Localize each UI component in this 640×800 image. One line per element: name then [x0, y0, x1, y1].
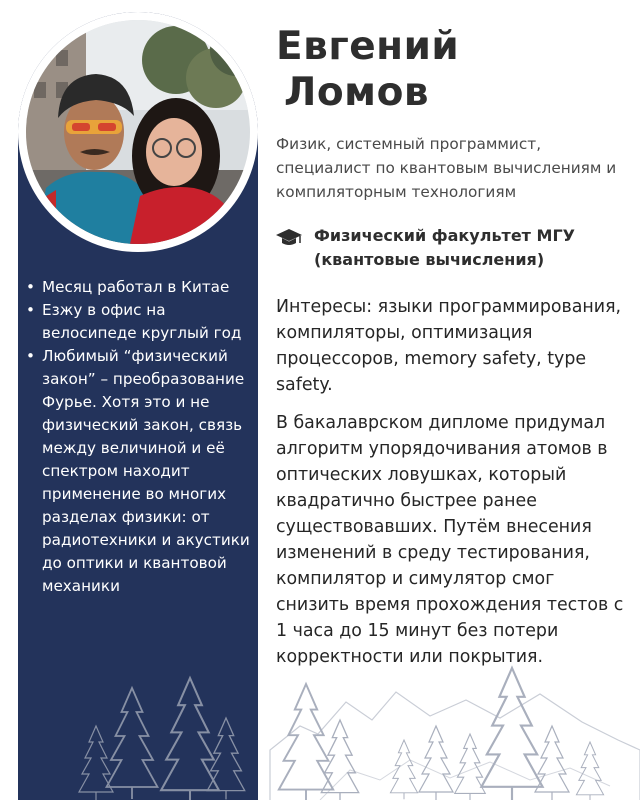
- fact-text: Любимый “физический закон” – преобразование Фурье. Хотя это и не физический закон, связь между величиной и её спектром находит применение во многих разделах физики: от радиотехники и акустики до оптики и квантовой механики: [42, 347, 250, 595]
- list-item: [24, 299, 254, 345]
- profile-photo-frame: [18, 12, 258, 252]
- list-item: [24, 345, 254, 598]
- profile-photo: [26, 20, 250, 244]
- education-text: Физический факультет МГУ (квантовые вычисления): [314, 226, 575, 269]
- bullet: •: [26, 301, 35, 319]
- fact-text: Месяц работал в Китае: [42, 278, 230, 296]
- graduation-cap-icon: [276, 229, 302, 247]
- last-name: Ломов: [284, 70, 430, 115]
- professional-title: Физик, системный программист, специалист по квантовым вычислениям и компиляторным технологиям: [276, 135, 617, 201]
- fact-text: Езжу в офис на велосипеде круглый год: [42, 301, 242, 342]
- thesis-paragraph: В бакалаврском дипломе придумал алгоритм упорядочивания атомов в оптических ловушках, который квадратично быстрее ранее существовавших. Путём внесения изменений в среду тестирования, компилятор и симулятор смог снизить время прохождения тестов с 1 часа до 15 минут без потери корректности или покрытия.: [276, 413, 624, 667]
- facts-list: [24, 276, 254, 598]
- list-item: [24, 276, 254, 299]
- bullet: •: [26, 278, 35, 296]
- bullet: •: [26, 347, 35, 365]
- first-name: Евгений: [276, 24, 460, 69]
- person-name: [276, 24, 459, 116]
- interests-paragraph: Интересы: языки программирования, компиляторы, оптимизация процессоров, memory safety, type safety.: [276, 297, 622, 395]
- education: [276, 224, 626, 272]
